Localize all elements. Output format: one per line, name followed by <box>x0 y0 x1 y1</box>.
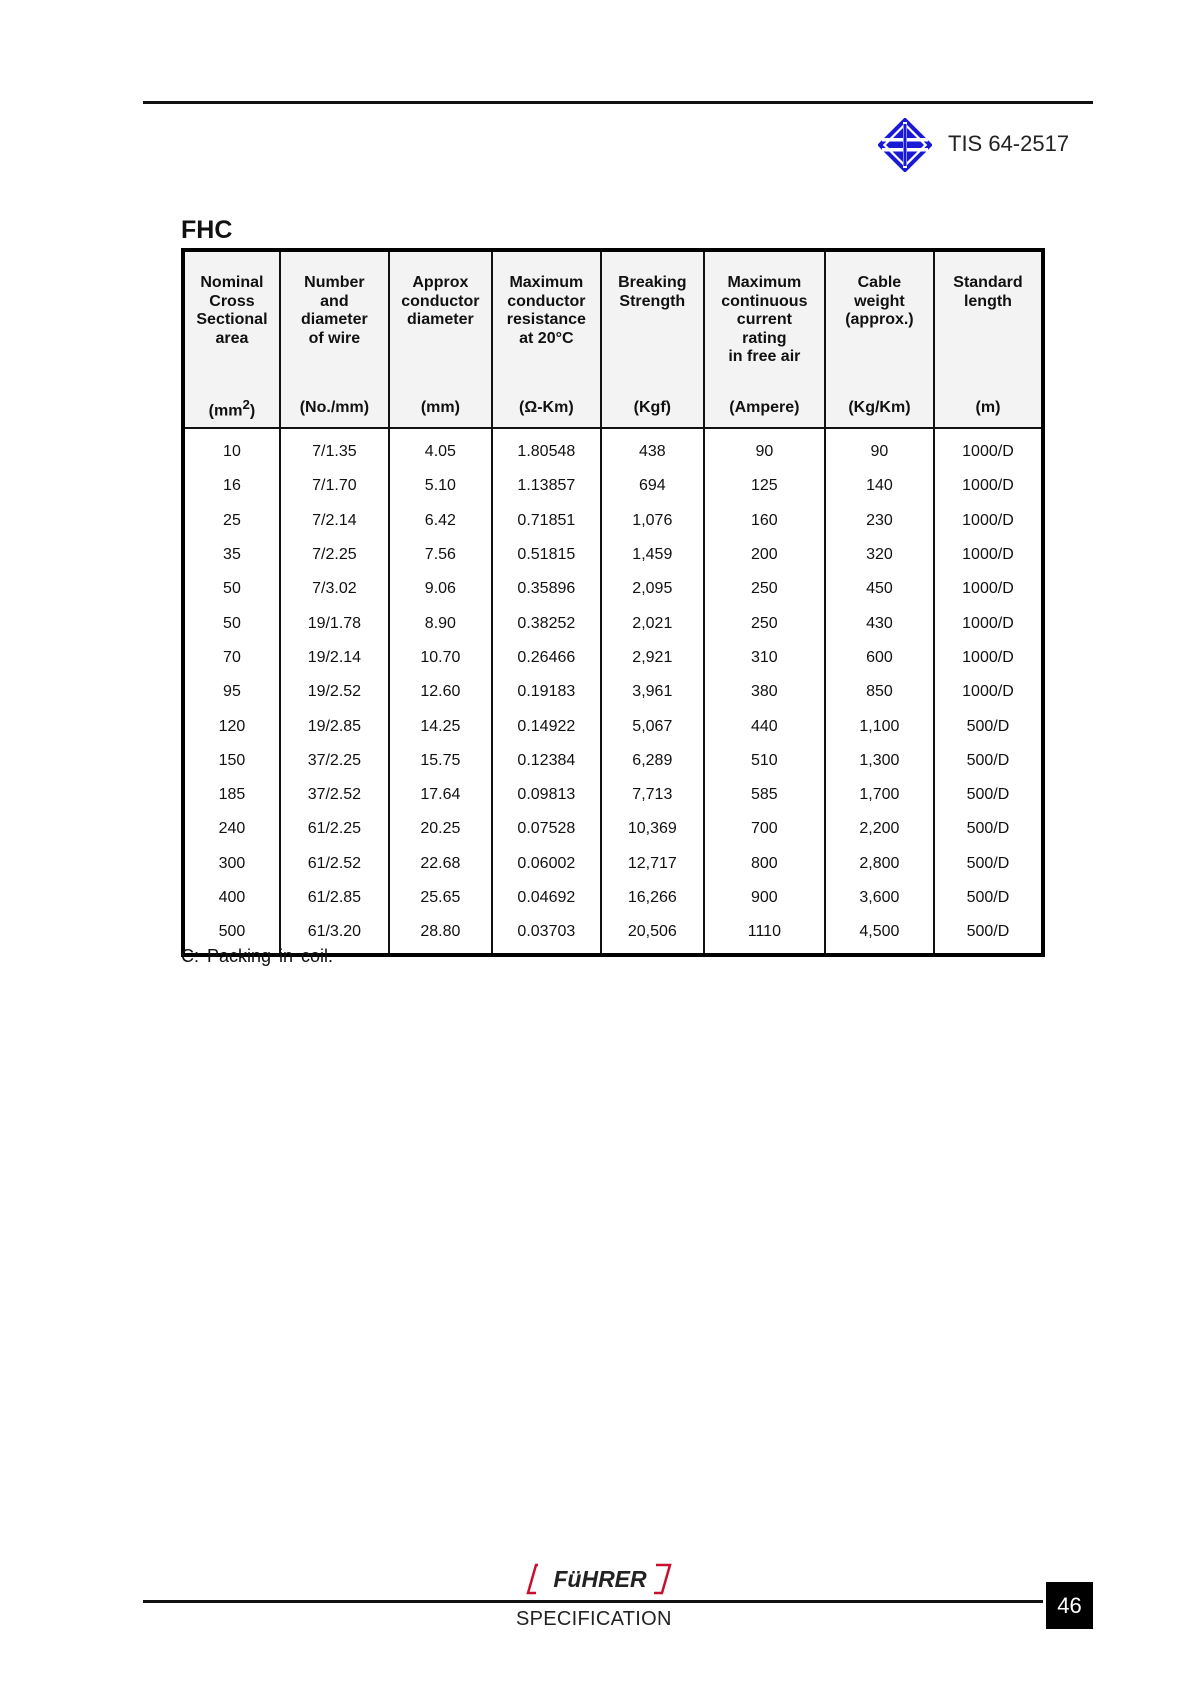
table-cell: 900 <box>704 881 825 915</box>
footer-label: SPECIFICATION <box>516 1608 672 1630</box>
table-cell: 0.06002 <box>492 847 601 881</box>
top-rule <box>143 101 1093 104</box>
table-cell: 35 <box>183 538 280 572</box>
table-cell: 7,713 <box>601 778 704 812</box>
table-cell: 1000/D <box>934 675 1043 709</box>
column-header-line: continuous <box>721 292 808 310</box>
column-header-line: resistance <box>506 311 586 328</box>
table-cell: 10.70 <box>389 641 492 675</box>
table-cell: 0.51815 <box>492 538 601 572</box>
table-cell: 300 <box>183 847 280 881</box>
table-cell: 37/2.52 <box>280 778 389 812</box>
table-cell: 61/2.25 <box>280 812 389 846</box>
table-cell: 95 <box>183 675 280 709</box>
column-header <box>389 250 492 389</box>
column-header-line: Cross <box>209 292 255 310</box>
column-unit <box>280 389 389 428</box>
standard-header <box>878 118 1078 172</box>
table-cell: 1000/D <box>934 428 1043 469</box>
table-cell: 250 <box>704 572 825 606</box>
section-title: FHC <box>181 216 233 244</box>
spec-table <box>181 248 1045 957</box>
table-cell: 61/3.20 <box>280 915 389 955</box>
table-cell: 500/D <box>934 847 1043 881</box>
table-row <box>183 572 1043 606</box>
column-header <box>601 250 704 389</box>
column-header <box>704 250 825 389</box>
table-cell: 0.09813 <box>492 778 601 812</box>
table-row <box>183 881 1043 915</box>
table-cell: 7/1.70 <box>280 469 389 503</box>
column-unit <box>825 389 934 428</box>
table-cell: 8.90 <box>389 606 492 640</box>
table-cell: 25.65 <box>389 881 492 915</box>
table-cell: 500 <box>183 915 280 955</box>
table-cell: 0.04692 <box>492 881 601 915</box>
table-cell: 9.06 <box>389 572 492 606</box>
table-cell: 438 <box>601 428 704 469</box>
table-cell: 1000/D <box>934 504 1043 538</box>
column-header-line: rating <box>742 329 787 347</box>
table-cell: 440 <box>704 709 825 743</box>
unit-text: (Ampere) <box>729 398 800 416</box>
table-cell: 7/1.35 <box>280 428 389 469</box>
table-cell: 7.56 <box>389 538 492 572</box>
table-cell: 1,459 <box>601 538 704 572</box>
unit-text: (Ω-Km) <box>519 398 574 416</box>
header-unit-row <box>183 389 1043 428</box>
table-cell: 510 <box>704 744 825 778</box>
table-row <box>183 504 1043 538</box>
column-header-line: Number <box>304 274 365 291</box>
table-cell: 1000/D <box>934 641 1043 675</box>
table-cell: 3,961 <box>601 675 704 709</box>
column-header-line: (approx.) <box>845 311 914 328</box>
table-cell: 37/2.25 <box>280 744 389 778</box>
table-cell: 0.07528 <box>492 812 601 846</box>
bottom-rule <box>143 1600 1043 1603</box>
table-cell: 585 <box>704 778 825 812</box>
column-header-line: and <box>320 292 349 310</box>
column-header <box>280 250 389 389</box>
table-cell: 0.19183 <box>492 675 601 709</box>
table-cell: 150 <box>183 744 280 778</box>
table-cell: 1,700 <box>825 778 934 812</box>
table-cell: 1,076 <box>601 504 704 538</box>
table-cell: 2,800 <box>825 847 934 881</box>
table-cell: 0.35896 <box>492 572 601 606</box>
column-header-line: at 20°C <box>519 329 574 347</box>
table-cell: 70 <box>183 641 280 675</box>
table-cell: 61/2.85 <box>280 881 389 915</box>
table-cell: 380 <box>704 675 825 709</box>
unit-text-tail: ) <box>249 401 256 419</box>
table-row <box>183 709 1043 743</box>
table-cell: 50 <box>183 572 280 606</box>
table-cell: 500/D <box>934 744 1043 778</box>
table-cell: 1.80548 <box>492 428 601 469</box>
table-cell: 800 <box>704 847 825 881</box>
table-cell: 1000/D <box>934 538 1043 572</box>
table-cell: 4.05 <box>389 428 492 469</box>
column-header-line: weight <box>854 292 905 310</box>
unit-text: (m) <box>975 398 1001 416</box>
table-cell: 10 <box>183 428 280 469</box>
table-cell: 25 <box>183 504 280 538</box>
table-cell: 430 <box>825 606 934 640</box>
table-row <box>183 538 1043 572</box>
table-cell: 50 <box>183 606 280 640</box>
table-cell: 1,300 <box>825 744 934 778</box>
table-row <box>183 675 1043 709</box>
table-cell: 2,095 <box>601 572 704 606</box>
table-cell: 0.14922 <box>492 709 601 743</box>
fuhrer-logo <box>522 1561 672 1597</box>
table-cell: 2,021 <box>601 606 704 640</box>
table-cell: 0.71851 <box>492 504 601 538</box>
table-cell: 700 <box>704 812 825 846</box>
table-cell: 200 <box>704 538 825 572</box>
column-header-line: Nominal <box>200 274 264 291</box>
table-row <box>183 812 1043 846</box>
table-cell: 90 <box>825 428 934 469</box>
table-cell: 20.25 <box>389 812 492 846</box>
table-row <box>183 606 1043 640</box>
column-header-line: length <box>963 292 1012 310</box>
table-cell: 850 <box>825 675 934 709</box>
table-cell: 1.13857 <box>492 469 601 503</box>
table-cell: 17.64 <box>389 778 492 812</box>
table-cell: 5,067 <box>601 709 704 743</box>
table-cell: 5.10 <box>389 469 492 503</box>
table-cell: 1000/D <box>934 572 1043 606</box>
table-row <box>183 428 1043 469</box>
column-header-line: Standard <box>953 274 1023 291</box>
column-header-line: conductor <box>401 292 480 310</box>
table-cell: 250 <box>704 606 825 640</box>
column-header-line: Maximum <box>727 274 802 291</box>
table-cell: 600 <box>825 641 934 675</box>
table-cell: 500/D <box>934 778 1043 812</box>
table-cell: 12.60 <box>389 675 492 709</box>
column-header-line: Cable <box>857 274 902 291</box>
column-header <box>492 250 601 389</box>
column-header <box>934 250 1043 389</box>
tis-mark-icon <box>878 118 932 172</box>
unit-text: (Kgf) <box>633 398 671 416</box>
table-cell: 500/D <box>934 812 1043 846</box>
table-cell: 0.03703 <box>492 915 601 955</box>
table-cell: 16 <box>183 469 280 503</box>
column-header-line: Breaking <box>618 274 687 291</box>
table-cell: 400 <box>183 881 280 915</box>
table-cell: 500/D <box>934 709 1043 743</box>
table-cell: 7/2.14 <box>280 504 389 538</box>
table-cell: 7/3.02 <box>280 572 389 606</box>
table-cell: 2,200 <box>825 812 934 846</box>
column-header-line: diameter <box>301 311 368 328</box>
column-unit <box>934 389 1043 428</box>
table-cell: 28.80 <box>389 915 492 955</box>
column-header-line: conductor <box>507 292 586 310</box>
table-row <box>183 778 1043 812</box>
packing-note: C: Packing in coil. <box>181 946 334 966</box>
table-row <box>183 641 1043 675</box>
table-cell: 1,100 <box>825 709 934 743</box>
page-number: 46 <box>1046 1582 1093 1629</box>
table-cell: 10,369 <box>601 812 704 846</box>
fuhrer-logo-text: FüHRER <box>553 1566 647 1592</box>
column-header-line: Maximum <box>509 274 584 291</box>
table-cell: 140 <box>825 469 934 503</box>
table-cell: 3,600 <box>825 881 934 915</box>
table-cell: 14.25 <box>389 709 492 743</box>
table-cell: 500/D <box>934 881 1043 915</box>
column-header-line: diameter <box>407 311 474 328</box>
unit-superscript: 2 <box>242 396 250 412</box>
table-row <box>183 847 1043 881</box>
table-cell: 2,921 <box>601 641 704 675</box>
table-cell: 160 <box>704 504 825 538</box>
table-cell: 0.12384 <box>492 744 601 778</box>
table-cell: 310 <box>704 641 825 675</box>
column-header-line: Approx <box>412 274 469 291</box>
table-cell: 320 <box>825 538 934 572</box>
table-cell: 19/2.52 <box>280 675 389 709</box>
column-unit <box>492 389 601 428</box>
table-cell: 22.68 <box>389 847 492 881</box>
table-cell: 185 <box>183 778 280 812</box>
table-cell: 0.26466 <box>492 641 601 675</box>
table-cell: 1000/D <box>934 606 1043 640</box>
header-title-row <box>183 250 1043 389</box>
table-cell: 120 <box>183 709 280 743</box>
table-cell: 19/2.85 <box>280 709 389 743</box>
table-cell: 15.75 <box>389 744 492 778</box>
column-header <box>183 250 280 389</box>
column-header-line: Strength <box>619 292 686 310</box>
table-cell: 1000/D <box>934 469 1043 503</box>
table-cell: 125 <box>704 469 825 503</box>
column-unit <box>389 389 492 428</box>
table-cell: 4,500 <box>825 915 934 955</box>
column-header-line: Sectional <box>196 311 268 328</box>
table-cell: 90 <box>704 428 825 469</box>
standard-code: TIS 64-2517 <box>948 131 1070 156</box>
table-row <box>183 469 1043 503</box>
column-header-line: of wire <box>308 329 361 347</box>
table-row <box>183 744 1043 778</box>
column-unit <box>183 389 280 428</box>
table-body <box>183 428 1043 955</box>
table-cell: 12,717 <box>601 847 704 881</box>
column-unit <box>601 389 704 428</box>
column-header-line: area <box>215 329 249 347</box>
table-cell: 19/2.14 <box>280 641 389 675</box>
column-header-line: current <box>736 311 792 328</box>
unit-text: (No./mm) <box>299 398 370 416</box>
table-cell: 61/2.52 <box>280 847 389 881</box>
table-cell: 694 <box>601 469 704 503</box>
unit-text: (Kg/Km) <box>848 398 911 416</box>
table-cell: 19/1.78 <box>280 606 389 640</box>
unit-text: (mm) <box>420 398 460 416</box>
table-cell: 7/2.25 <box>280 538 389 572</box>
table-cell: 240 <box>183 812 280 846</box>
table-cell: 20,506 <box>601 915 704 955</box>
table-cell: 6.42 <box>389 504 492 538</box>
table-cell: 450 <box>825 572 934 606</box>
unit-text: (mm <box>208 401 243 419</box>
table-cell: 16,266 <box>601 881 704 915</box>
table-cell: 0.38252 <box>492 606 601 640</box>
table-cell: 1110 <box>704 915 825 955</box>
column-unit <box>704 389 825 428</box>
table-cell: 6,289 <box>601 744 704 778</box>
column-header <box>825 250 934 389</box>
table-cell: 230 <box>825 504 934 538</box>
column-header-line: in free air <box>728 348 801 365</box>
table-cell: 500/D <box>934 915 1043 955</box>
